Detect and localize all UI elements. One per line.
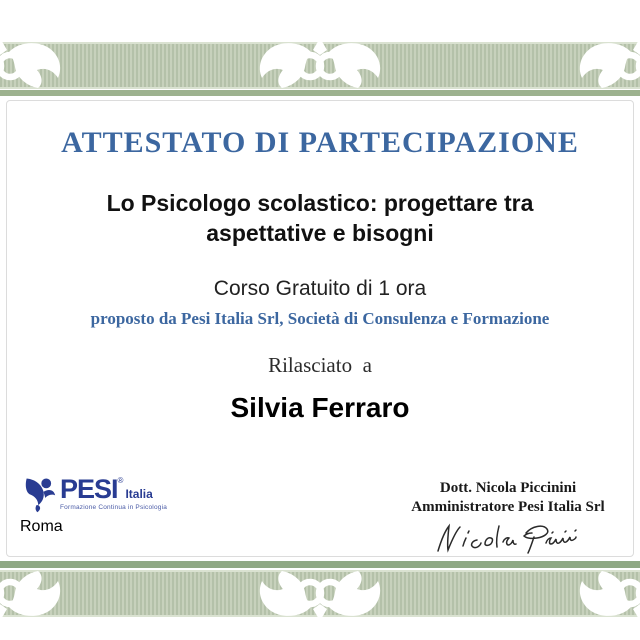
registered-mark: ® [117, 476, 124, 485]
pesi-tagline: Formazione Continua in Psicologia [60, 504, 168, 511]
pesi-country-text: Italia [125, 487, 153, 501]
ornament-icon [0, 568, 65, 622]
provider-line: proposto da Pesi Italia Srl, Società di Consulenza e Formazione [90, 309, 550, 328]
pesi-italia-logo [24, 476, 167, 513]
top-ornamental-band [0, 42, 640, 89]
pesi-brand-text: PESI [60, 474, 118, 504]
ornament-icon [575, 568, 640, 622]
signer-name: Dott. Nicola Piccinini [439, 480, 577, 496]
course-title-line2: aspettative e bisogni [206, 220, 434, 246]
bottom-rule-line [0, 561, 640, 568]
course-info: Corso Gratuito di 1 ora [213, 277, 427, 300]
issued-to-label: Rilasciato a [268, 353, 372, 377]
ornament-icon [255, 568, 385, 622]
course-title-line1: Lo Psicologo scolastico: progettare tra [106, 190, 534, 216]
top-rule-line [0, 90, 640, 96]
handwritten-signature [433, 520, 583, 556]
location-text: Roma [20, 518, 63, 535]
ornament-icon [255, 37, 385, 91]
signer-role: Amministratore Pesi Italia Srl [411, 499, 605, 515]
pesi-figure-icon [24, 476, 56, 513]
ornament-icon [575, 37, 640, 91]
bottom-ornamental-band [0, 570, 640, 617]
signature-block [388, 479, 628, 561]
ornament-icon [0, 37, 65, 91]
certificate-title: ATTESTATO DI PARTECIPAZIONE [61, 126, 579, 159]
recipient-name: Silvia Ferraro [230, 392, 410, 423]
